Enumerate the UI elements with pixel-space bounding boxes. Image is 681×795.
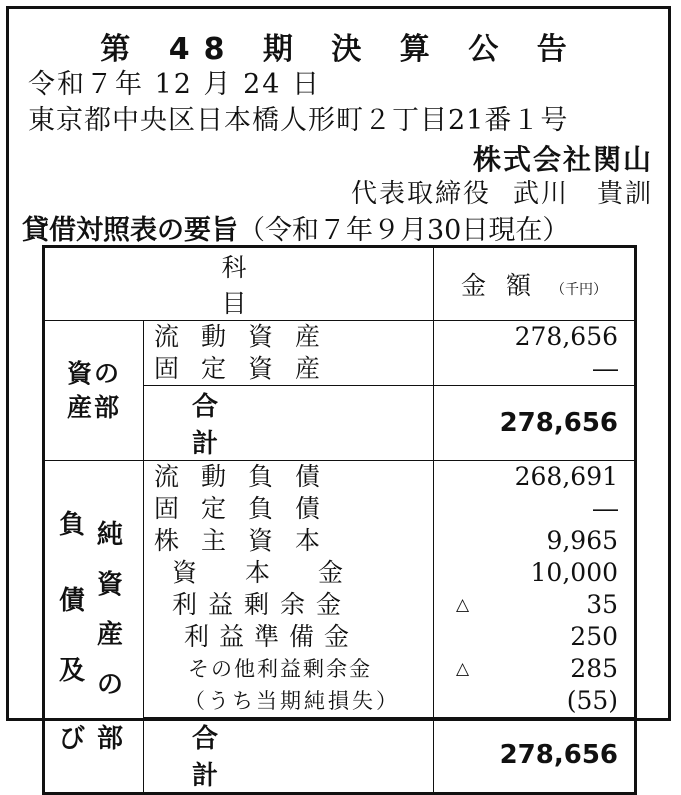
liability-label: （うち当期純損失） [184, 689, 400, 713]
liab-cat-char: 部 [97, 723, 124, 754]
liability-label: 固定負債 [154, 494, 343, 523]
assets-values [434, 321, 636, 386]
liability-value: (55) [566, 686, 619, 715]
liability-label: その他利益剰余金 [188, 657, 372, 681]
assets-category-line1: 資の [66, 358, 121, 388]
subtitle-date: （令和７年９月30日現在） [238, 215, 570, 246]
assets-section [44, 321, 636, 386]
liab-cat-char: 及 [59, 655, 86, 686]
representative-name: 武川 貴訓 [512, 179, 653, 209]
liabilities-category [44, 461, 144, 794]
representative-title: 代表取締役 [350, 179, 491, 209]
liabilities-total-label: 合計 [144, 718, 434, 794]
liab-cat-char: 債 [59, 585, 86, 616]
liability-label: 流動負債 [154, 462, 343, 491]
table-header [44, 247, 636, 321]
liability-value: ― [593, 494, 619, 523]
liability-label: 利益準備金 [184, 622, 360, 651]
liab-cat-char: 資 [97, 569, 124, 600]
liability-value: △ 285 [456, 654, 619, 683]
subtitle-main: 貸借対照表の要旨 [22, 215, 238, 246]
liab-cat-char: 産 [97, 619, 124, 650]
representative [351, 173, 653, 210]
negative-marker: △ [456, 595, 470, 615]
notice-date: 令和７年 12 月 24 日 [28, 69, 322, 100]
liability-label: 株主資本 [154, 526, 343, 555]
liabilities-values [434, 461, 636, 718]
liability-value: △ 35 [456, 590, 619, 619]
company-name: 株式会社関山 [472, 143, 653, 176]
liab-cat-char: の [97, 669, 124, 700]
liabilities-section [44, 461, 636, 718]
asset-value: 278,656 [514, 322, 619, 351]
negative-marker: △ [456, 659, 470, 679]
liability-label: 資本金 [172, 558, 392, 587]
assets-category-line2: 産部 [66, 392, 121, 422]
liability-value: 10,000 [530, 558, 619, 587]
assets-total-value: 278,656 [434, 386, 636, 461]
company-address: 東京都中央区日本橋人形町２丁目21番１号 [28, 105, 569, 136]
liabilities-labels [144, 461, 434, 718]
header-amount [434, 247, 636, 321]
liab-cat-char: び [59, 723, 86, 754]
asset-label: 固定資産 [154, 354, 343, 383]
liability-label: 利益剰余金 [172, 590, 353, 619]
balance-sheet-table [42, 245, 637, 795]
liability-value: 9,965 [546, 526, 619, 555]
header-item: 科目 [44, 247, 434, 321]
assets-labels [144, 321, 434, 386]
header-amount-label: 金額 [461, 271, 552, 300]
liab-cat-char: 負 [59, 509, 86, 540]
assets-category [44, 321, 144, 461]
notice-title: 第 48 期 決 算 公 告 [100, 32, 581, 67]
liability-value: 268,691 [514, 462, 619, 491]
balance-sheet-subtitle [22, 208, 569, 247]
assets-total-label: 合計 [144, 386, 434, 461]
asset-value: ― [593, 354, 619, 383]
liability-value: 250 [570, 622, 619, 651]
header-unit: （千円） [551, 282, 608, 298]
liabilities-total-value: 278,656 [434, 718, 636, 794]
liab-cat-char: 純 [97, 519, 124, 550]
asset-label: 流動資産 [154, 322, 343, 351]
